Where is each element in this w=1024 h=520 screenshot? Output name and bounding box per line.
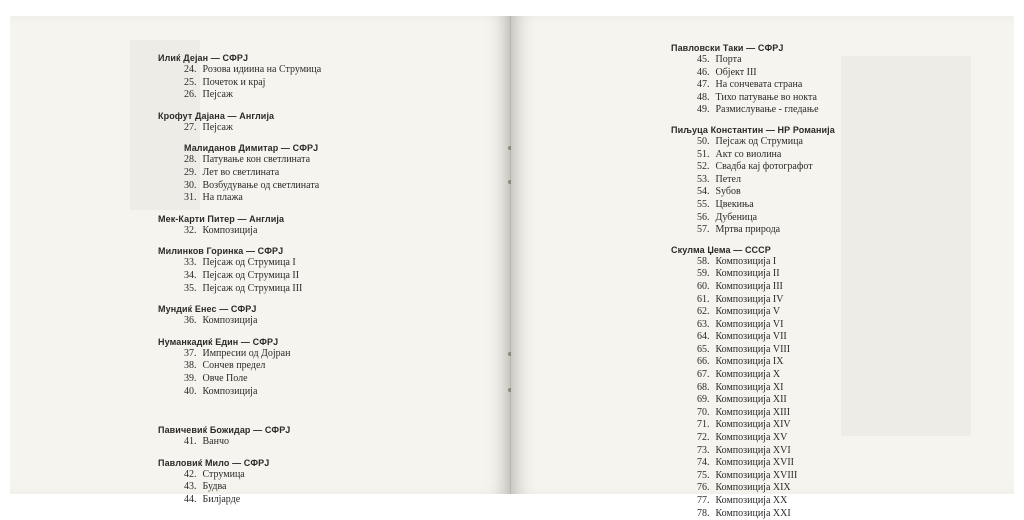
artwork-title: Композиција XVIII xyxy=(715,469,798,481)
artwork-title: Мртва природа xyxy=(715,224,781,236)
artwork-title: Дубеница xyxy=(715,211,758,223)
artwork-title: Петел xyxy=(715,173,741,185)
artwork-list xyxy=(697,256,835,520)
artwork-list xyxy=(184,348,321,398)
artwork-list xyxy=(184,154,321,204)
artwork-item xyxy=(697,344,835,357)
artwork-title: Пејсаж од Струмица III xyxy=(202,282,303,294)
artwork-item xyxy=(184,469,321,482)
artwork-list xyxy=(697,136,835,237)
artwork-item xyxy=(184,436,321,449)
artwork-title: Ѕубов xyxy=(715,186,741,198)
artwork-item xyxy=(697,281,835,294)
artwork-number: 73. xyxy=(697,444,710,456)
artist-heading: Нуманкадиќ Един — СФРЈ xyxy=(158,336,279,347)
artwork-number: 71. xyxy=(697,419,710,431)
artwork-title: Композиција xyxy=(202,385,258,397)
artwork-title: Композиција XV xyxy=(715,432,788,444)
artwork-title: Пејсаж од Струмица II xyxy=(202,269,300,281)
artwork-title: Композиција XIV xyxy=(715,419,791,431)
right-catalogue-column xyxy=(671,42,835,520)
artwork-item xyxy=(697,212,835,225)
artist-heading: Мундиќ Енес — СФРЈ xyxy=(158,304,257,315)
artwork-number: 29. xyxy=(184,166,197,178)
artwork-item xyxy=(184,257,321,270)
left-catalogue-column xyxy=(158,52,321,506)
artwork-number: 39. xyxy=(184,372,197,384)
artwork-item xyxy=(697,508,835,520)
artwork-title: Објект III xyxy=(715,66,757,78)
artwork-number: 69. xyxy=(697,394,710,406)
artwork-number: 76. xyxy=(697,482,710,494)
artwork-title: Композиција III xyxy=(715,280,783,292)
artwork-list xyxy=(184,469,321,507)
artwork-title: Патување кон светлината xyxy=(202,154,311,166)
artwork-item xyxy=(697,136,835,149)
artist-heading: Малиданов Димитар — СФРЈ xyxy=(184,143,319,154)
artwork-item xyxy=(697,199,835,212)
artwork-number: 45. xyxy=(697,54,710,65)
artist-heading: Скулма Џема — СССР xyxy=(671,244,771,255)
artwork-number: 42. xyxy=(184,468,197,480)
artwork-number: 25. xyxy=(184,76,197,88)
artwork-item xyxy=(697,470,835,483)
artwork-item xyxy=(697,419,835,432)
artwork-number: 36. xyxy=(184,315,197,327)
artwork-number: 30. xyxy=(184,179,197,191)
artwork-title: Композиција II xyxy=(715,268,780,280)
artwork-number: 50. xyxy=(697,135,710,147)
artwork-item xyxy=(184,386,321,399)
artwork-item xyxy=(697,256,835,269)
artwork-item xyxy=(697,356,835,369)
artwork-title: Импресии од Дојран xyxy=(202,347,291,359)
artwork-title: Свадба кај фотографот xyxy=(715,161,813,173)
artwork-list xyxy=(184,64,321,102)
artwork-title: Композиција xyxy=(202,315,258,327)
artwork-item xyxy=(184,192,321,205)
artwork-number: 35. xyxy=(184,282,197,294)
artwork-item xyxy=(697,104,835,117)
artwork-item xyxy=(184,373,321,386)
artwork-item xyxy=(184,348,321,361)
artwork-title: Композиција XX xyxy=(715,495,788,506)
artwork-title: Пејсаж xyxy=(202,121,233,133)
artwork-number: 41. xyxy=(184,436,197,448)
artwork-item xyxy=(697,445,835,458)
artwork-item xyxy=(697,268,835,281)
artwork-title: Пејсаж xyxy=(202,89,233,101)
artist-entry xyxy=(158,336,321,398)
artwork-number: 58. xyxy=(697,255,710,267)
artwork-item xyxy=(184,64,321,77)
artwork-item xyxy=(184,494,321,507)
artwork-item xyxy=(697,495,835,508)
artwork-item xyxy=(697,67,835,80)
artwork-title: Композиција I xyxy=(715,255,777,267)
artwork-title: Порта xyxy=(715,54,742,65)
artwork-title: Возбудување од светлината xyxy=(202,179,320,191)
artwork-title: На сончевата страна xyxy=(715,79,803,91)
artwork-list xyxy=(184,257,321,295)
artist-entry xyxy=(158,424,321,449)
artwork-list xyxy=(184,436,321,449)
artwork-title: Композиција XXI xyxy=(715,507,791,519)
artwork-item xyxy=(697,149,835,162)
artist-heading: Пиљуца Константин — НР Романија xyxy=(671,124,835,135)
artwork-title: Почеток и крај xyxy=(202,76,266,88)
artwork-number: 62. xyxy=(697,306,710,318)
artwork-number: 67. xyxy=(697,369,710,381)
artwork-number: 56. xyxy=(697,211,710,223)
artist-entry xyxy=(158,142,321,204)
artwork-item xyxy=(697,174,835,187)
artwork-item xyxy=(184,167,321,180)
artwork-number: 72. xyxy=(697,432,710,444)
artwork-number: 63. xyxy=(697,318,710,330)
artwork-title: Композиција IX xyxy=(715,356,784,368)
artwork-item xyxy=(697,331,835,344)
artwork-title: Композиција XIII xyxy=(715,406,791,418)
artwork-item xyxy=(697,407,835,420)
artwork-number: 60. xyxy=(697,280,710,292)
artwork-title: Композиција XI xyxy=(715,381,784,393)
artwork-item xyxy=(184,89,321,102)
show-through-shadow xyxy=(841,56,971,436)
artwork-number: 70. xyxy=(697,406,710,418)
artwork-number: 27. xyxy=(184,121,197,133)
left-page xyxy=(10,16,511,505)
artwork-item xyxy=(697,79,835,92)
artwork-number: 48. xyxy=(697,91,710,103)
right-page xyxy=(511,16,1014,519)
artwork-title: Тихо патување во нокта xyxy=(715,91,817,103)
artwork-item xyxy=(697,394,835,407)
artist-entry xyxy=(671,42,835,117)
artwork-item xyxy=(697,186,835,199)
artwork-number: 51. xyxy=(697,148,710,160)
artwork-title: Композиција VII xyxy=(715,331,787,343)
artwork-item xyxy=(184,481,321,494)
artist-entry xyxy=(158,110,321,135)
artwork-title: Цвекиња xyxy=(715,198,754,210)
artwork-item xyxy=(697,224,835,237)
artist-entry xyxy=(158,245,321,295)
artwork-number: 47. xyxy=(697,79,710,91)
artwork-number: 66. xyxy=(697,356,710,368)
artwork-title: Акт со виолина xyxy=(715,148,782,160)
artwork-list xyxy=(184,225,321,238)
artist-entry xyxy=(671,244,835,520)
artwork-number: 37. xyxy=(184,347,197,359)
artwork-number: 43. xyxy=(184,481,197,493)
artwork-number: 52. xyxy=(697,161,710,173)
artwork-title: Овче Поле xyxy=(202,372,248,384)
artwork-number: 26. xyxy=(184,89,197,101)
artwork-number: 54. xyxy=(697,186,710,198)
artist-heading: Мек-Карти Питер — Англија xyxy=(158,213,285,224)
artwork-number: 40. xyxy=(184,385,197,397)
artwork-item xyxy=(697,482,835,495)
artwork-title: Композиција VIII xyxy=(715,343,791,355)
artwork-number: 46. xyxy=(697,66,710,78)
artwork-item xyxy=(184,225,321,238)
artwork-item xyxy=(184,154,321,167)
artwork-item xyxy=(697,294,835,307)
artwork-item xyxy=(184,122,321,135)
artwork-title: Размислување - гледање xyxy=(715,104,819,116)
artwork-number: 32. xyxy=(184,224,197,236)
artwork-item xyxy=(697,92,835,105)
artwork-list xyxy=(184,122,321,135)
artwork-title: Струмица xyxy=(202,468,245,480)
artwork-number: 24. xyxy=(184,64,197,75)
artwork-item xyxy=(697,369,835,382)
artist-heading: Павичевиќ Божидар — СФРЈ xyxy=(158,425,291,436)
artwork-title: Композиција IV xyxy=(715,293,784,305)
artwork-number: 59. xyxy=(697,268,710,280)
artwork-number: 77. xyxy=(697,495,710,506)
artwork-title: На плажа xyxy=(202,192,243,204)
artwork-title: Композиција XVII xyxy=(715,457,794,469)
artwork-item xyxy=(184,315,321,328)
artist-entry xyxy=(158,213,321,238)
artwork-number: 28. xyxy=(184,154,197,166)
artwork-number: 61. xyxy=(697,293,710,305)
artwork-title: Композиција XII xyxy=(715,394,787,406)
artwork-number: 34. xyxy=(184,269,197,281)
artist-heading: Милинков Горинка — СФРЈ xyxy=(158,246,284,257)
artwork-item xyxy=(184,77,321,90)
artwork-number: 65. xyxy=(697,343,710,355)
artist-entry xyxy=(671,124,835,237)
artwork-number: 33. xyxy=(184,257,197,269)
artwork-number: 55. xyxy=(697,198,710,210)
artwork-title: Композиција XIX xyxy=(715,482,791,494)
artwork-item xyxy=(697,382,835,395)
artist-entry xyxy=(158,457,321,507)
artwork-item xyxy=(697,306,835,319)
artwork-number: 75. xyxy=(697,469,710,481)
artwork-item xyxy=(697,161,835,174)
artwork-title: Композиција X xyxy=(715,369,781,381)
artwork-number: 38. xyxy=(184,360,197,372)
artist-entry xyxy=(158,52,321,102)
artist-heading: Павловски Таки — СФРЈ xyxy=(671,43,784,53)
artist-heading: Павловиќ Мило — СФРЈ xyxy=(158,457,270,468)
artist-heading: Крофут Дајана — Англија xyxy=(158,110,275,121)
artwork-title: Композиција V xyxy=(715,306,781,318)
artwork-item xyxy=(697,319,835,332)
artwork-list xyxy=(697,54,835,117)
artwork-title: Пејсаж од Струмица xyxy=(715,135,803,147)
artwork-number: 44. xyxy=(184,493,197,505)
artwork-item xyxy=(184,360,321,373)
artwork-item xyxy=(184,283,321,296)
artwork-number: 53. xyxy=(697,173,710,185)
artwork-list xyxy=(184,315,321,328)
artwork-number: 49. xyxy=(697,104,710,116)
artwork-number: 74. xyxy=(697,457,710,469)
artwork-title: Пејсаж од Струмица I xyxy=(202,257,296,269)
artwork-title: Лет во светлината xyxy=(202,166,280,178)
artwork-item xyxy=(184,270,321,283)
artwork-title: Будва xyxy=(202,481,227,493)
artwork-title: Ванчо xyxy=(202,436,229,448)
artwork-number: 64. xyxy=(697,331,710,343)
artwork-item xyxy=(697,54,835,67)
artist-heading: Илиќ Дејан — СФРЈ xyxy=(158,53,249,63)
artwork-item xyxy=(697,432,835,445)
artwork-title: Розова идиина на Струмица xyxy=(202,64,322,75)
artwork-title: Композиција xyxy=(202,224,258,236)
artwork-title: Композиција XVI xyxy=(715,444,791,456)
artwork-number: 57. xyxy=(697,224,710,236)
artwork-number: 68. xyxy=(697,381,710,393)
artwork-item xyxy=(184,180,321,193)
artist-entry xyxy=(158,303,321,328)
artwork-title: Билјарде xyxy=(202,493,241,505)
artwork-number: 78. xyxy=(697,507,710,519)
artwork-item xyxy=(697,457,835,470)
artwork-number: 31. xyxy=(184,192,197,204)
artwork-title: Композиција VI xyxy=(715,318,784,330)
artwork-title: Сончев предел xyxy=(202,360,266,372)
